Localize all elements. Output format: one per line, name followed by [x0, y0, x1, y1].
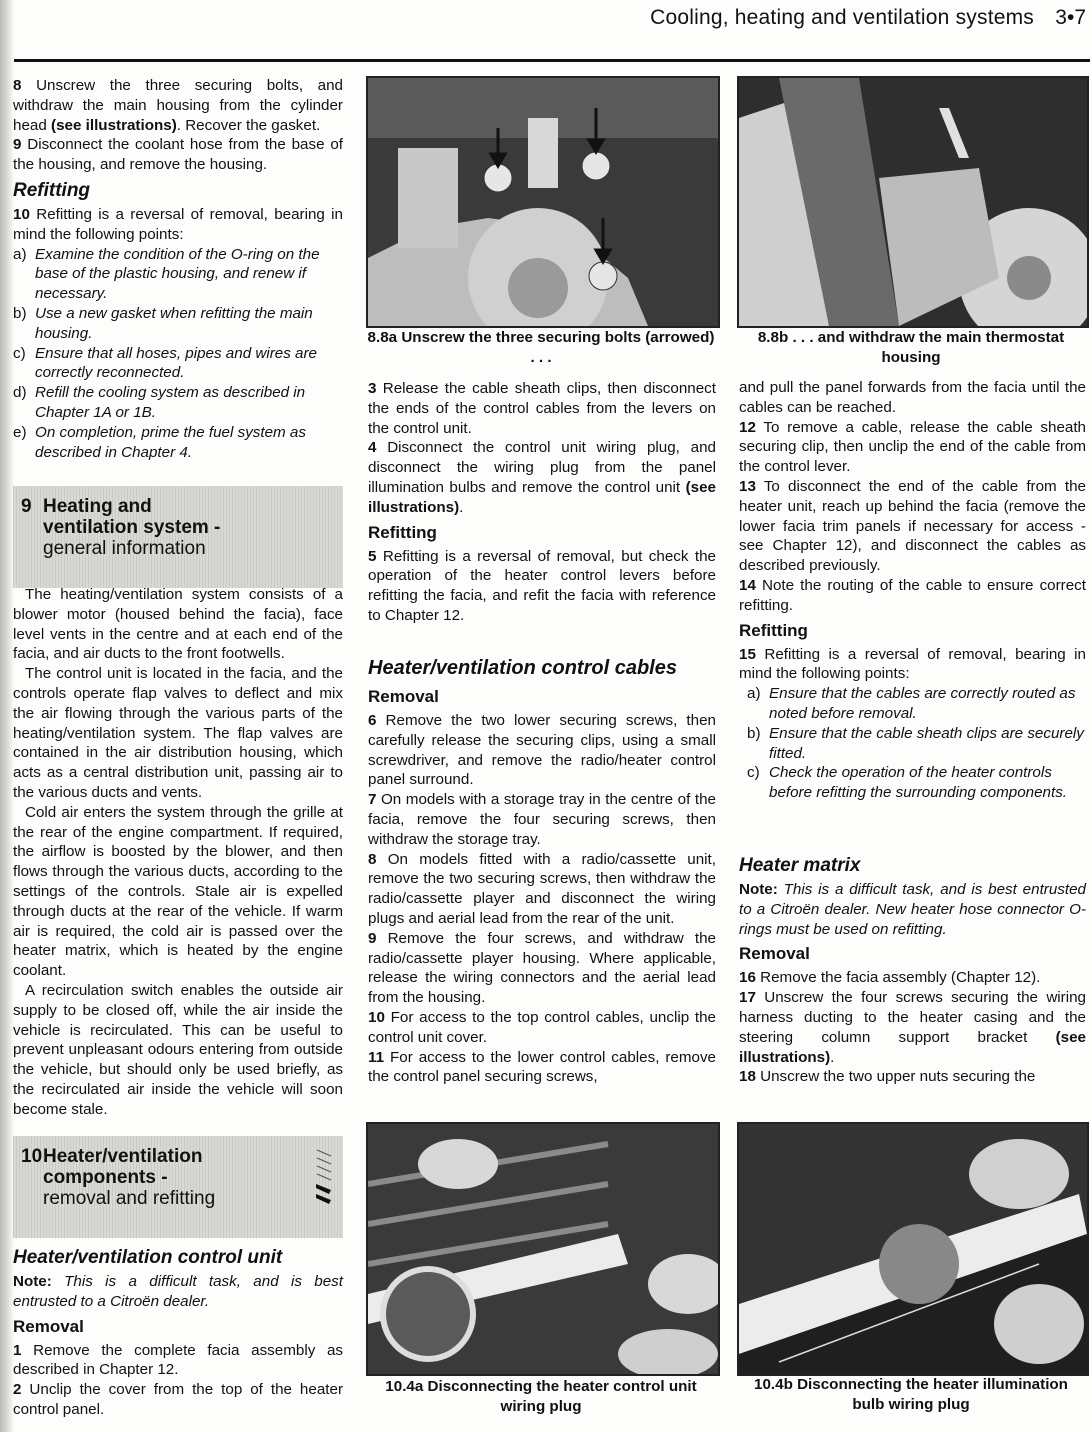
list-item: e) On completion, prime the fuel system as described in Chapter 4. [13, 423, 306, 461]
step-5: 5 Refitting is a reversal of removal, but check the operation of the heater control levers before refitting the facia, and refit the facia with reference to Chapter 12. [368, 547, 716, 624]
column-1-control-unit [13, 1242, 343, 1420]
column-3-upper [739, 378, 1086, 803]
engine-photo-illustration [739, 78, 1087, 326]
step-15: 15 Refitting is a reversal of removal, bearing in mind the following points: [739, 645, 1086, 683]
section-title: Heater/ventilation components - removal and refitting [43, 1146, 216, 1209]
paragraph: A recirculation switch enables the outside air supply to be closed off, while the air inside the vehicle is recirculated. This can be useful to prevent unpleasant odours entering from outside the vehicle, but should only be used briefly, as the recirculated air inside the vehicle will soon become stale. [13, 981, 343, 1118]
engine-photo-illustration [368, 78, 718, 326]
heading-control-unit: Heater/ventilation control unit [13, 1247, 283, 1268]
section-9-heading-box [13, 486, 343, 588]
control-unit-photo-illustration [368, 1124, 718, 1374]
heading-removal: Removal [368, 687, 439, 706]
page-binding-shadow [0, 0, 14, 1432]
step-10: 10 Refitting is a reversal of removal, bearing in mind the following points: [13, 205, 343, 243]
step-16: 16 Remove the facia assembly (Chapter 12). [739, 969, 1041, 987]
heading-heater-matrix: Heater matrix [739, 855, 861, 876]
continued-paragraph: and pull the panel forwards from the facia until the cables can be reached. [739, 379, 1086, 416]
step-4: 4 Disconnect the control unit wiring plug, and disconnect the wiring plug from the panel illumination bulbs and remove the control unit (see illustrations). [368, 439, 716, 516]
heading-removal: Removal [13, 1316, 84, 1336]
step-14: 14 Note the routing of the cable to ensure correct refitting. [739, 576, 1086, 614]
step-8: 8 On models fitted with a radio/cassette unit, remove the two securing screws, then withdraw the radio/cassette player and disconnect the wiring plugs and aerial lead from the rear of the unit. [368, 850, 716, 927]
step-9: 9 Remove the four screws, and withdraw the radio/cassette player housing. Where applicable, release the wiring connectors and the aerial lead from the housing. [368, 929, 716, 1007]
step-9: 9 Disconnect the coolant hose from the base of the housing, and remove the housing. [13, 136, 343, 174]
section-number: 10 [21, 1146, 43, 1167]
step-3: 3 Release the cable sheath clips, then disconnect the ends of the control cables from the levers on the control unit. [368, 380, 716, 437]
step-7: 7 On models with a storage tray in the centre of the facia, remove the four securing screws, then withdraw the storage tray. [368, 791, 716, 848]
paragraph: Cold air enters the system through the grille at the rear of the engine compartment. If required, the airflow is boosted by the blower, and then flows through the various ducts, according to the settings of the controls. Stale air is expelled through ducts at the rear of the vehicle. If warm air is required, the cold air is passed over the heater matrix, which is heated by the engine coolant. [13, 803, 343, 980]
note: Note: This is a difficult task, and is best entrusted to a Citroën dealer. [13, 1273, 343, 1310]
photo-10-4b-illumination-plug [737, 1122, 1089, 1376]
step-13: 13 To disconnect the end of the cable from the heater unit, reach up behind the facia (remove the lower facia trim panels if necessary for access - see Chapter 12), and disconnect the cables as described previously. [739, 477, 1086, 575]
caption-10-4a: 10.4a Disconnecting the heater control unit wiring plug [385, 1378, 697, 1415]
section-number: 9 [21, 496, 32, 517]
list-item: a) Ensure that the cables are correctly routed as noted before removal. [747, 685, 1076, 722]
paragraph: The heating/ventilation system consists of a blower motor (housed behind the facia), face level vents in the centre and at each end of the facia, and air ducts to the front footwells. [13, 586, 343, 663]
paragraph: The control unit is located in the facia, and the controls operate flap valves to deflect and mix the air flowing through the various parts of the heating/ventilation system. The flap valves are contained in the air distribution housing, which acts as a central distribution unit, passing air to the various ducts and vents. [13, 665, 343, 801]
page-number: 3•7 [1055, 6, 1086, 29]
step-10: 10 For access to the top control cables, unclip the control unit cover. [368, 1008, 716, 1046]
caption-10-4b: 10.4b Disconnecting the heater illumination bulb wiring plug [754, 1376, 1068, 1413]
control-panel-photo-illustration [739, 1124, 1087, 1374]
column-2-cables [368, 652, 716, 1087]
note: Note: This is a difficult task, and is best entrusted to a Citroën dealer. New heater hose connector O-rings must be used on refitting. [739, 881, 1086, 938]
column-1-top [13, 76, 343, 462]
list-item: a) Examine the condition of the O-ring on the base of the plastic housing, and renew if necessary. [13, 245, 320, 303]
list-item: b) Ensure that the cable sheath clips are securely fitted. [747, 724, 1084, 762]
heading-control-cables: Heater/ventilation control cables [368, 657, 677, 679]
column-1-general-info [13, 585, 343, 1120]
heading-refitting: Refitting [13, 179, 91, 201]
step-12: 12 To remove a cable, release the cable sheath securing clip, then unclip the end of the cable from the control lever. [739, 418, 1086, 476]
list-item: c) Check the operation of the heater controls before refitting the surrounding components. [747, 764, 1068, 802]
wrench-difficulty-icon [313, 1146, 335, 1206]
section-title: Heating and ventilation system - general information [43, 496, 221, 559]
step-6: 6 Remove the two lower securing screws, then carefully release the securing clips, using a small screwdriver, and remove the radio/heater control panel surround. [368, 712, 716, 789]
caption-8-8a: 8.8a Unscrew the three securing bolts (arrowed) . . . [367, 329, 715, 366]
photo-10-4a-control-unit-plug [366, 1122, 720, 1376]
step-18: 18 Unscrew the two upper nuts securing the [739, 1068, 1036, 1086]
section-10-heading-box [13, 1136, 343, 1238]
header-rule [14, 59, 1090, 62]
heading-removal: Removal [739, 944, 810, 964]
list-item: c) Ensure that all hoses, pipes and wires are correctly reconnected. [13, 344, 317, 382]
column-3-heater-matrix [739, 850, 1086, 1087]
list-item: d) Refill the cooling system as described in Chapter 1A or 1B. [13, 384, 306, 421]
photo-8-8b-thermostat-housing [737, 76, 1089, 328]
running-header-title: Cooling, heating and ventilation systems [650, 6, 1034, 29]
step-11: 11 For access to the lower control cables, remove the control panel securing screws, [368, 1048, 716, 1086]
step-2: 2 Unclip the cover from the top of the heater control panel. [13, 1381, 343, 1418]
column-2-upper [368, 379, 716, 626]
caption-8-8b: 8.8b . . . and withdraw the main thermostat housing [757, 329, 1065, 366]
step-17: 17 Unscrew the four screws securing the wiring harness ducting to the heater casing and the steering column support bracket (see illustrations). [739, 989, 1086, 1066]
heading-refitting: Refitting [739, 620, 808, 640]
step-1: 1 Remove the complete facia assembly as described in Chapter 12. [13, 1341, 343, 1379]
step-8: 8 Unscrew the three securing bolts, and withdraw the main housing from the cylinder head (see illustrations). Recover the gasket. [13, 77, 343, 134]
heading-refitting: Refitting [368, 522, 437, 542]
list-item: b) Use a new gasket when refitting the main housing. [13, 304, 313, 342]
photo-8-8a-thermostat-bolts [366, 76, 720, 328]
